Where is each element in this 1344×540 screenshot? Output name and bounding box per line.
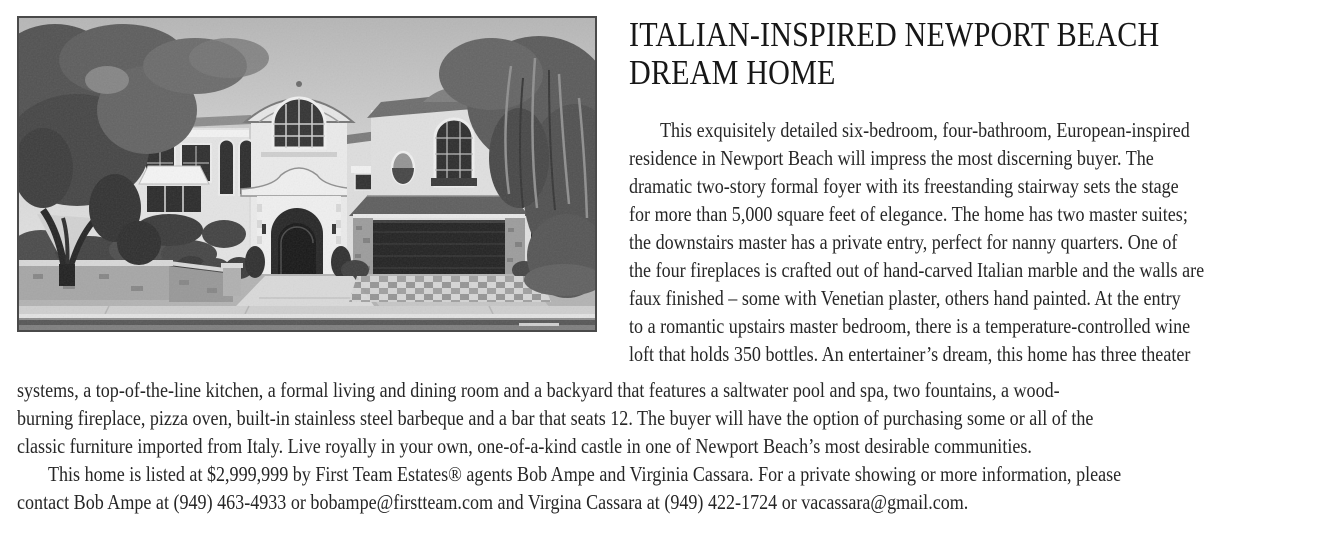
- body-column: [629, 116, 1244, 368]
- text-line: the four fireplaces is crafted out of hand-carved Italian marble and the walls are: [629, 258, 1205, 282]
- house-photo-illustration: [19, 18, 595, 330]
- headline-line: DREAM HOME: [629, 53, 836, 92]
- text-line: burning fireplace, pizza oven, built-in stainless steel barbeque and a bar that seats 12. The buyer will have the option of purchasing some or all of the: [17, 406, 1094, 430]
- text-line: This home is listed at $2,999,999 by First Team Estates® agents Bob Ampe and Virginia Cassara. For a private showing or more information, please: [47, 462, 1122, 486]
- text-line: the downstairs master has a private entry, perfect for nanny quarters. One of: [629, 230, 1178, 254]
- text-line: classic furniture imported from Italy. Live royally in your own, one-of-a-kind castle in one of Newport Beach’s most desirable communities.: [17, 434, 1032, 458]
- headline: [629, 16, 1244, 92]
- text-line: to a romantic upstairs master bedroom, there is a temperature-controlled wine: [629, 314, 1191, 338]
- text-line: systems, a top-of-the-line kitchen, a formal living and dining room and a backyard that features a saltwater pool and spa, two fountains, a wood-: [17, 378, 1060, 402]
- text-line: dramatic two-story formal foyer with its freestanding stairway sets the stage: [629, 174, 1179, 198]
- photo-grain: [19, 18, 595, 330]
- text-line: contact Bob Ampe at (949) 463-4933 or bobampe@firstteam.com and Virgina Cassara at (949) 422-1724 or vacassara@gmail.com.: [17, 490, 969, 514]
- body-full-width: [17, 376, 1333, 516]
- right-column: [629, 16, 1244, 368]
- text-line: faux finished – some with Venetian plaster, others hand painted. At the entry: [629, 286, 1181, 310]
- text-line: This exquisitely detailed six-bedroom, four-bathroom, European-inspired: [659, 118, 1190, 142]
- headline-line: ITALIAN-INSPIRED NEWPORT BEACH: [629, 15, 1160, 54]
- top-row: [17, 16, 1344, 368]
- property-photo: [17, 16, 597, 332]
- text-line: loft that holds 350 bottles. An entertainer’s dream, this home has three theater: [629, 342, 1191, 366]
- text-line: for more than 5,000 square feet of elegance. The home has two master suites;: [629, 202, 1188, 226]
- text-line: residence in Newport Beach will impress the most discerning buyer. The: [629, 146, 1154, 170]
